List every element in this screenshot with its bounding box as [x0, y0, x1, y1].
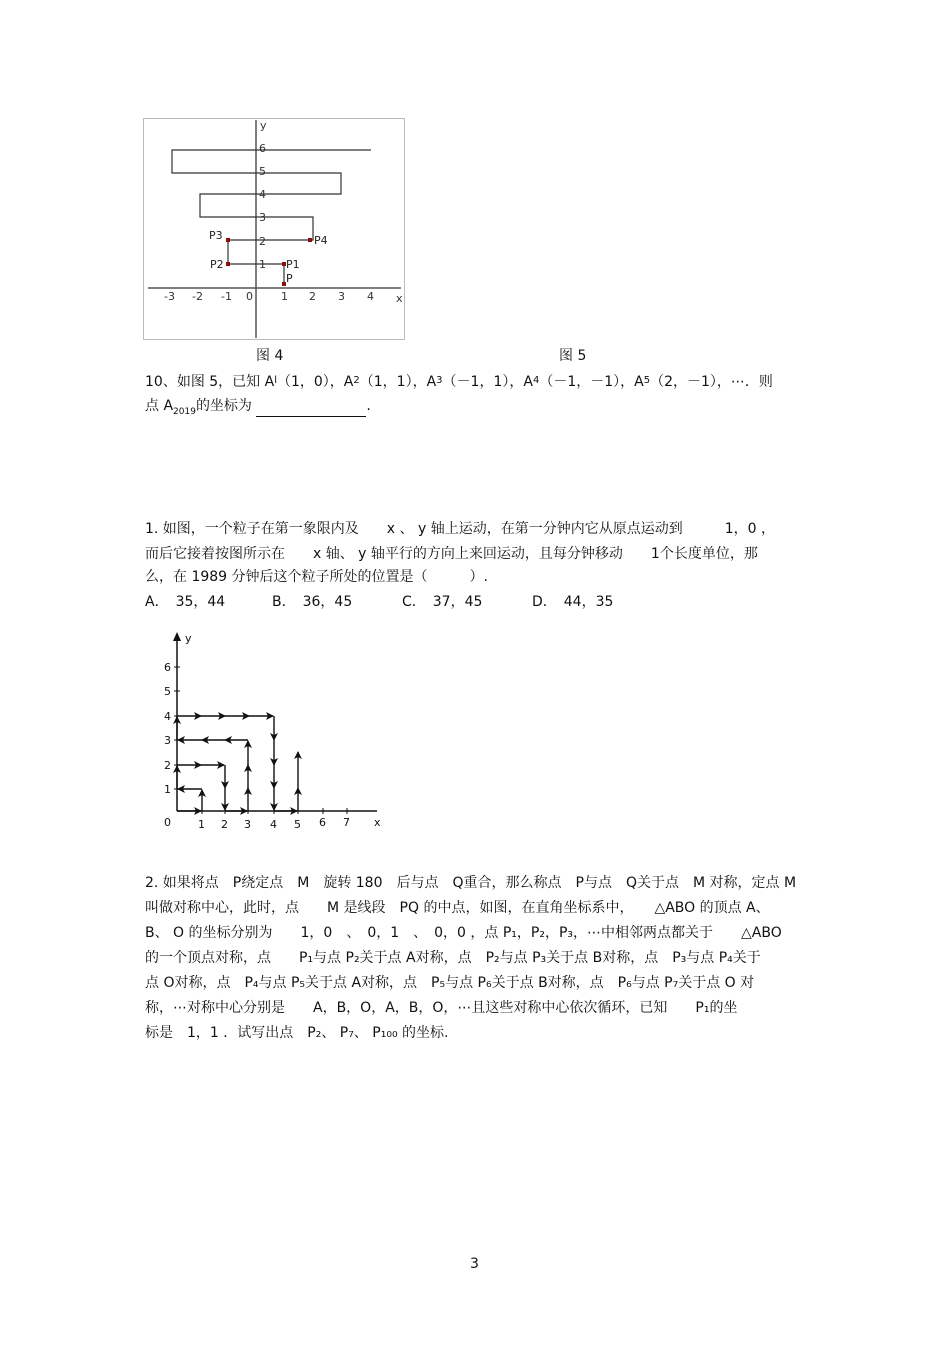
y-tick: 5 — [164, 685, 171, 698]
point-label-p: P — [286, 272, 293, 285]
y-axis-arrow — [173, 632, 181, 641]
q2-line6: 称，⋯对称中心分别是 A，B，O，A，B，O，⋯且这些对称中心依次循环，已知 P₁的坐 — [145, 1000, 738, 1016]
x-tick: -2 — [192, 290, 203, 303]
q10-text: （－1，1），A — [442, 374, 533, 390]
q1-option-a: A． 35，44 — [145, 594, 226, 610]
point-label-p3: P3 — [209, 229, 223, 242]
q1-option-d: D． 44，35 — [532, 594, 614, 610]
q2-line7: 标是 1，1 ．试写出点 P₂、 P₇、 P₁₀₀ 的坐标. — [145, 1025, 449, 1041]
point-label-p2: P2 — [210, 258, 224, 271]
y-tick: 2 — [164, 759, 171, 772]
y-tick: 1 — [259, 258, 266, 271]
q10-sub: 2019 — [173, 407, 196, 417]
x-tick: 4 — [367, 290, 374, 303]
q10-text: （2，－1），⋯．则 — [650, 374, 773, 390]
q10-sub: 5 — [643, 375, 651, 386]
x-tick: -3 — [164, 290, 175, 303]
caption-fig5: 图 5 — [559, 348, 587, 364]
figure-4-frame — [144, 119, 405, 340]
figure-particle — [155, 628, 395, 838]
q10-text: 点 A — [145, 398, 174, 414]
q1-option-c: C． 37，45 — [402, 594, 483, 610]
y-tick: 6 — [259, 142, 266, 155]
point-p3 — [226, 238, 230, 242]
point-label-p4: P4 — [314, 234, 328, 247]
x-tick: 2 — [309, 290, 316, 303]
caption-fig4: 图 4 — [256, 348, 284, 364]
point-label-p1: P1 — [286, 258, 300, 271]
q10-text: （1，1），A — [359, 374, 437, 390]
q10-line2 — [145, 397, 371, 417]
q10-sub: 4 — [532, 375, 540, 386]
x-axis-label: x — [374, 816, 381, 829]
q1-option-b: B． 36，45 — [272, 594, 353, 610]
q10-sub: l — [274, 375, 277, 386]
q10-text: （1，0），A — [276, 374, 354, 390]
x-tick: 6 — [319, 816, 326, 829]
page-number: 3 — [470, 1256, 479, 1272]
x-tick: 7 — [343, 816, 350, 829]
y-tick: 2 — [259, 235, 266, 248]
y-tick: 3 — [259, 211, 266, 224]
q2-line1: 2. 如果将点 P绕定点 M 旋转 180 后与点 Q重合，那么称点 P与点 Q关于点 M 对称，定点 M — [145, 875, 797, 891]
y-tick: 5 — [259, 165, 266, 178]
spiral-path — [172, 150, 371, 285]
y-tick: 3 — [164, 734, 171, 747]
x-tick: 3 — [244, 818, 251, 831]
x-tick: 0 — [246, 290, 253, 303]
q10-sub: 2 — [353, 375, 360, 386]
answer-blank[interactable] — [256, 402, 366, 417]
q2-line4: 的一个顶点对称，点 P₁与点 P₂关于点 A对称，点 P₂与点 P₃关于点 B对称，点 P₃与点 P₄关于 — [145, 950, 761, 966]
x-tick: 1 — [281, 290, 288, 303]
q2-line2: 叫做对称中心，此时，点 M 是线段 PQ 的中点，如图，在直角坐标系中， △ABO 的顶点 A、 — [145, 900, 770, 916]
q2-line3: B、 O 的坐标分别为 1，0 、 0，1 、 0，0 ，点 P₁，P₂，P₃，⋯中相邻两点都关于 △ABO — [145, 925, 782, 941]
y-tick: 1 — [164, 783, 171, 796]
point-p2 — [226, 262, 230, 266]
x-tick: 3 — [338, 290, 345, 303]
x-tick: 2 — [221, 818, 228, 831]
y-axis-label: y — [185, 632, 192, 645]
y-tick: 4 — [259, 188, 266, 201]
q1-line3: 么，在 1989 分钟后这个粒子所处的位置是（ ）. — [145, 569, 488, 585]
x-tick: 4 — [270, 818, 277, 831]
q10-text: （－1，－1），A — [539, 374, 644, 390]
q10-text: 的坐标为 — [195, 398, 252, 414]
q10-text: 10、如图 5，已知 A — [145, 374, 275, 390]
q10-text: . — [366, 398, 371, 414]
y-tick: 6 — [164, 661, 171, 674]
particle-path — [177, 716, 298, 811]
point-p4 — [308, 238, 312, 242]
figure-4 — [143, 118, 405, 340]
x-axis-label: x — [396, 292, 403, 305]
x-tick: -1 — [221, 290, 232, 303]
x-tick: 5 — [294, 818, 301, 831]
x-tick: 1 — [198, 818, 205, 831]
q10-line1 — [145, 373, 773, 393]
y-tick: 4 — [164, 710, 171, 723]
q2-line5: 点 O对称，点 P₄与点 P₅关于点 A对称，点 P₅与点 P₆关于点 B对称，点 P₆与点 P₇关于点 O 对 — [145, 975, 755, 991]
q1-line2: 而后它接着按图所示在 x 轴、 y 轴平行的方向上来回运动，且每分钟移动 1个长度单位，那 — [145, 546, 758, 562]
q1-line1: 1. 如图，一个粒子在第一象限内及 x 、 y 轴上运动，在第一分钟内它从原点运动到 1，0 ， — [145, 521, 775, 537]
y-axis-label: y — [260, 119, 267, 132]
x-tick: 0 — [164, 816, 171, 829]
q10-sub: 3 — [436, 375, 443, 386]
